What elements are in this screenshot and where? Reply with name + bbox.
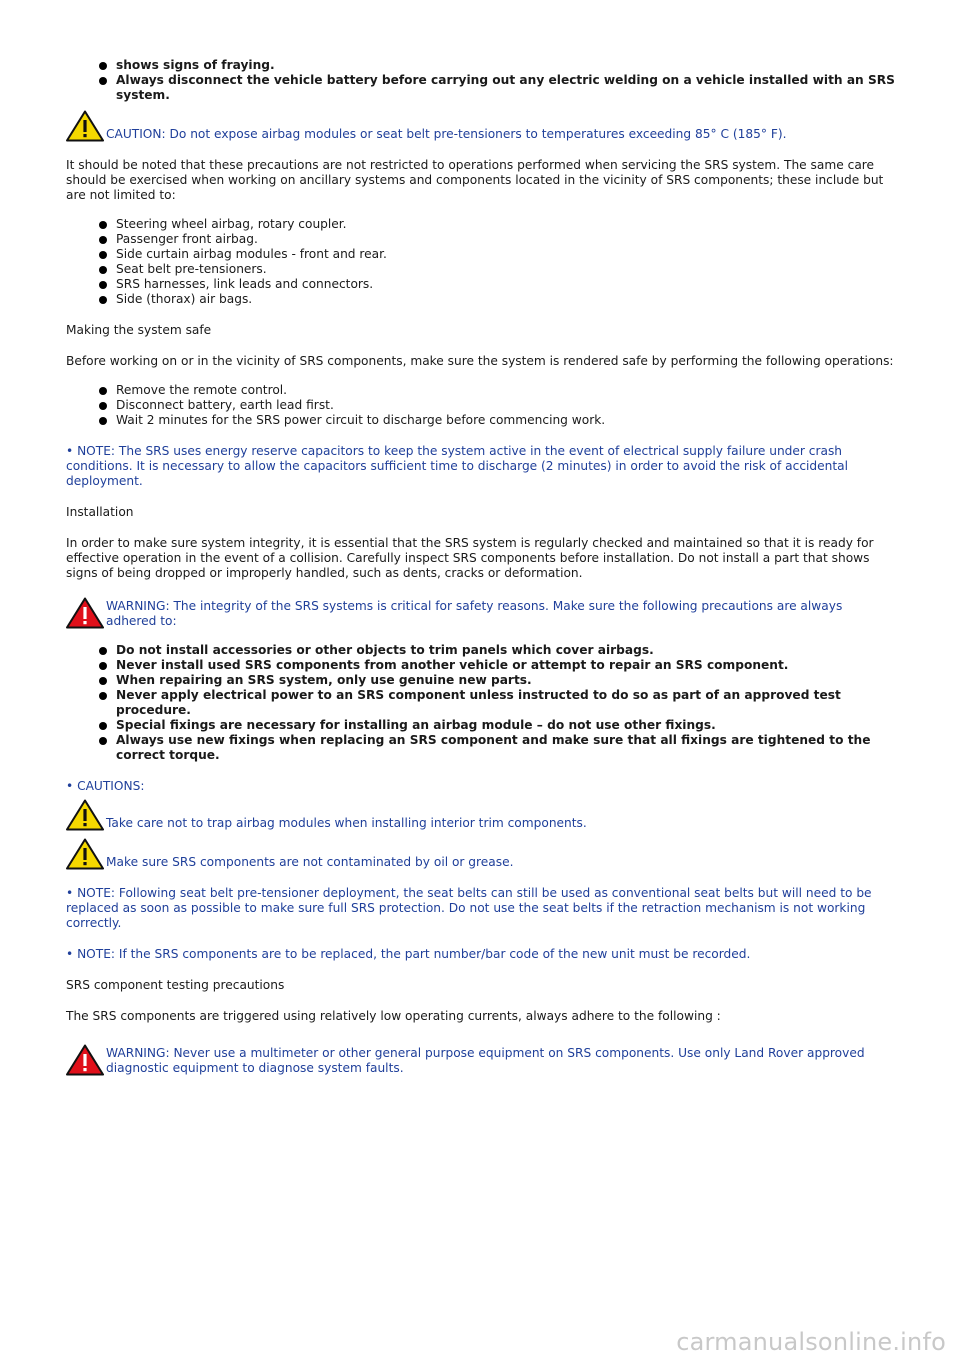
heading-installation: Installation — [66, 505, 134, 519]
caution-triangle-icon — [66, 838, 104, 870]
list-item: Steering wheel airbag, rotary coupler. — [66, 217, 896, 232]
paragraph-testing: The SRS components are triggered using relatively low operating currents, always adhere to the following : — [66, 1009, 721, 1023]
caution-temperature — [66, 127, 896, 142]
heading-making-safe: Making the system safe — [66, 323, 212, 337]
list-item: Never install used SRS components from another vehicle or attempt to repair an SRS component. — [66, 658, 896, 673]
watermark: carmanualsonline.info — [676, 1328, 946, 1356]
list-item: When repairing an SRS system, only use genuine new parts. — [66, 673, 896, 688]
list-item: Never apply electrical power to an SRS component unless instructed to do so as part of an approved test procedure. — [66, 688, 896, 718]
document-page — [66, 58, 896, 1076]
warning-multimeter — [66, 1046, 896, 1076]
warning-triangle-icon — [66, 597, 104, 629]
list-item: Always use new fixings when replacing an SRS component and make sure that all fixings are tightened to the correct torque. — [66, 733, 896, 763]
list-item: Passenger front airbag. — [66, 232, 896, 247]
safe-steps-list — [66, 383, 896, 428]
paragraph-precautions: It should be noted that these precautions are not restricted to operations performed when servicing the SRS system. The same care should be exercised when working on ancillary systems and components located in the vicinity of SRS components; these include but are not limited to: — [66, 158, 884, 202]
list-item: Always disconnect the vehicle battery before carrying out any electric welding on a vehicle installed with an SRS system. — [66, 73, 896, 103]
paragraph-installation: In order to make sure system integrity, it is essential that the SRS system is regularly checked and maintained so that it is ready for effective operation in the event of a collision. Carefully inspect SRS components before installation. Do not install a part that shows signs of being dropped or improperly handled, such as dents, cracks or deformation. — [66, 536, 874, 580]
list-item: SRS harnesses, link leads and connectors. — [66, 277, 896, 292]
list-item: Wait 2 minutes for the SRS power circuit to discharge before commencing work. — [66, 413, 896, 428]
warning-triangle-icon — [66, 1044, 104, 1076]
note-seatbelt: • NOTE: Following seat belt pre-tensioner deployment, the seat belts can still be used as conventional seat belts but will need to be replaced as soon as possible to make sure full SRS protection. Do not use the seat belts if the retraction mechanism is not working correctly. — [66, 886, 872, 930]
caution-trap — [66, 816, 896, 831]
list-item: Disconnect battery, earth lead first. — [66, 398, 896, 413]
list-item: shows signs of fraying. — [66, 58, 896, 73]
warning-text: WARNING: The integrity of the SRS systems is critical for safety reasons. Make sure the following precautions are always adhered to: — [106, 599, 843, 628]
list-item: Seat belt pre-tensioners. — [66, 262, 896, 277]
warning-text: WARNING: Never use a multimeter or other general purpose equipment on SRS components. Use only Land Rover approved diagnostic equipment to diagnose system faults. — [106, 1046, 865, 1075]
caution-triangle-icon — [66, 799, 104, 831]
caution-text: CAUTION: Do not expose airbag modules or seat belt pre-tensioners to temperatures exceeding 85° C (185° F). — [106, 127, 787, 141]
warning-list — [66, 643, 896, 763]
paragraph-making-safe: Before working on or in the vicinity of SRS components, make sure the system is rendered safe by performing the following operations: — [66, 354, 894, 368]
list-item: Do not install accessories or other objects to trim panels which cover airbags. — [66, 643, 896, 658]
caution-contaminated — [66, 855, 896, 870]
caution-text: Make sure SRS components are not contaminated by oil or grease. — [106, 855, 514, 869]
warning-integrity — [66, 599, 896, 629]
components-list — [66, 217, 896, 307]
heading-testing: SRS component testing precautions — [66, 978, 285, 992]
list-item: Side curtain airbag modules - front and rear. — [66, 247, 896, 262]
caution-triangle-icon — [66, 110, 104, 142]
caution-text: Take care not to trap airbag modules when installing interior trim components. — [106, 816, 587, 830]
note-replaced: • NOTE: If the SRS components are to be replaced, the part number/bar code of the new unit must be recorded. — [66, 947, 751, 961]
note-capacitors: • NOTE: The SRS uses energy reserve capacitors to keep the system active in the event of electrical supply failure under crash conditions. It is necessary to allow the capacitors sufficient time to discharge (2 minutes) in order to avoid the risk of accidental deployment. — [66, 444, 849, 488]
list-item: Remove the remote control. — [66, 383, 896, 398]
list-item: Special fixings are necessary for installing an airbag module – do not use other fixings. — [66, 718, 896, 733]
intro-list — [66, 58, 896, 103]
cautions-label: • CAUTIONS: — [66, 779, 145, 793]
list-item: Side (thorax) air bags. — [66, 292, 896, 307]
